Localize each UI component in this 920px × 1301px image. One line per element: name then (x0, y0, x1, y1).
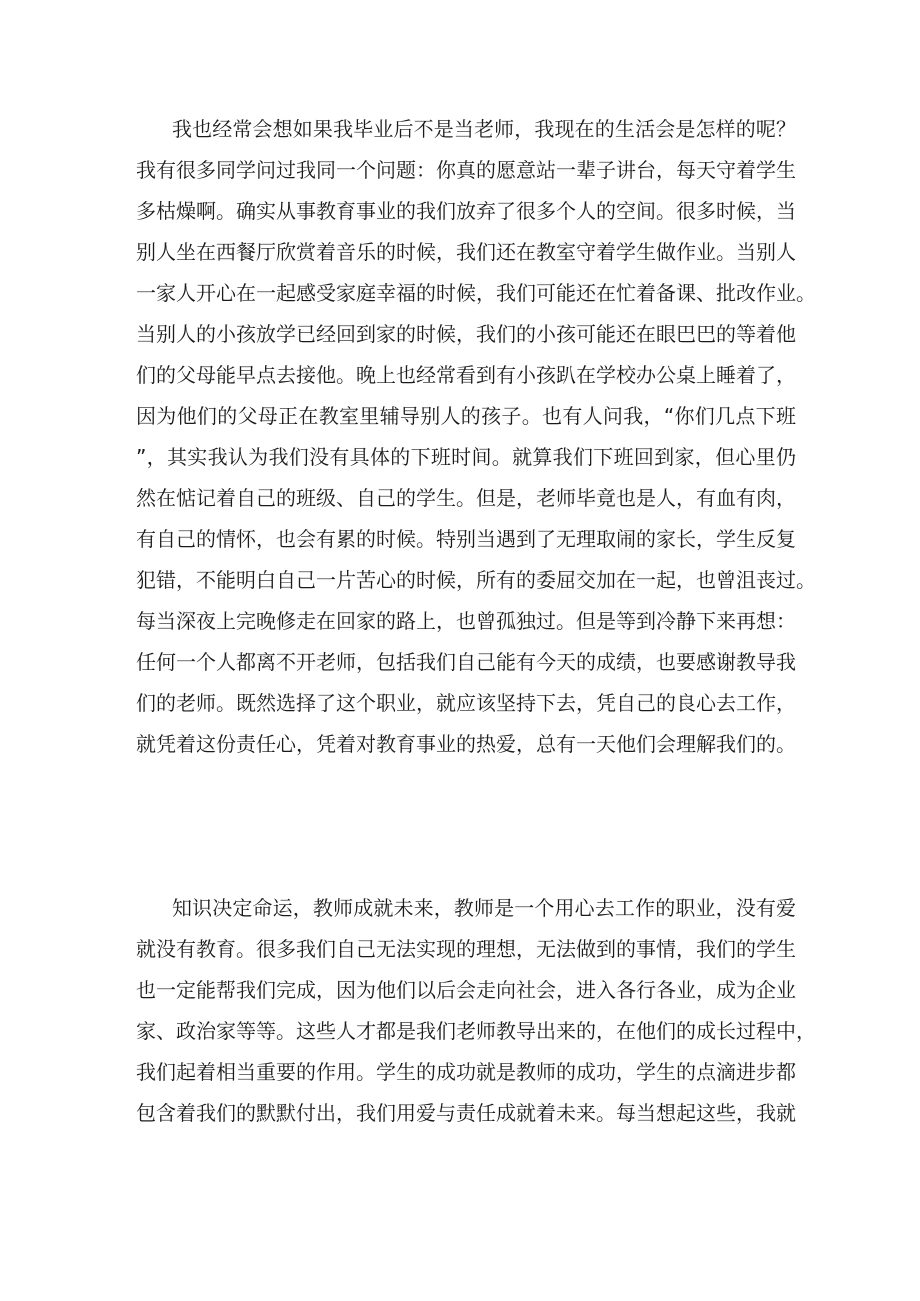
text-line: 有自己的情怀，也会有累的时候。特别当遇到了无理取闹的家长，学生反复 (136, 527, 796, 551)
text-line: 然在惦记着自己的班级、自己的学生。但是，老师毕竟也是人，有血有肉， (136, 486, 796, 510)
paragraph-1 (136, 117, 816, 756)
text-line: 就凭着这份责任心，凭着对教育事业的热爱，总有一天他们会理解我们的。 (136, 732, 796, 756)
text-line: 知识决定命运，教师成就未来，教师是一个用心去工作的职业，没有爱 (172, 896, 796, 920)
text-line: 多枯燥啊。确实从事教育事业的我们放弃了很多个人的空间。很多时候，当 (136, 199, 796, 223)
text-line: 们的父母能早点去接他。晚上也经常看到有小孩趴在学校办公桌上睡着了， (136, 363, 796, 387)
text-line: 别人坐在西餐厅欣赏着音乐的时候，我们还在教室守着学生做作业。当别人 (136, 240, 796, 264)
text-line: 犯错，不能明白自己一片苦心的时候，所有的委屈交加在一起，也曾沮丧过。 (136, 568, 816, 592)
text-line: ”，其实我认为我们没有具体的下班时间。就算我们下班回到家，但心里仍 (136, 445, 796, 469)
text-line: 任何一个人都离不开老师，包括我们自己能有今天的成绩，也要感谢教导我 (136, 650, 796, 674)
paragraph-2 (136, 896, 816, 1125)
text-line: 家、政治家等等。这些人才都是我们老师教导出来的，在他们的成长过程中， (136, 1019, 816, 1043)
text-line: 们的老师。既然选择了这个职业，就应该坚持下去，凭自己的良心去工作， (136, 691, 796, 715)
text-line: 因为他们的父母正在教室里辅导别人的孩子。也有人问我，“你们几点下班 (136, 404, 796, 428)
text-line: 一家人开心在一起感受家庭幸福的时候，我们可能还在忙着备课、批改作业。 (136, 281, 816, 305)
text-line: 我也经常会想如果我毕业后不是当老师，我现在的生活会是怎样的呢？ (172, 117, 796, 141)
text-line: 就没有教育。很多我们自己无法实现的理想，无法做到的事情，我们的学生 (136, 937, 796, 961)
text-line: 包含着我们的默默付出，我们用爱与责任成就着未来。每当想起这些，我就 (136, 1101, 796, 1125)
text-line: 我们起着相当重要的作用。学生的成功就是教师的成功，学生的点滴进步都 (136, 1060, 796, 1084)
text-line: 每当深夜上完晚修走在回家的路上，也曾孤独过。但是等到冷静下来再想： (136, 609, 796, 633)
text-line: 我有很多同学问过我同一个问题：你真的愿意站一辈子讲台，每天守着学生 (136, 158, 796, 182)
text-line: 当别人的小孩放学已经回到家的时候，我们的小孩可能还在眼巴巴的等着他 (136, 322, 796, 346)
text-line: 也一定能帮我们完成，因为他们以后会走向社会，进入各行各业，成为企业 (136, 978, 796, 1002)
